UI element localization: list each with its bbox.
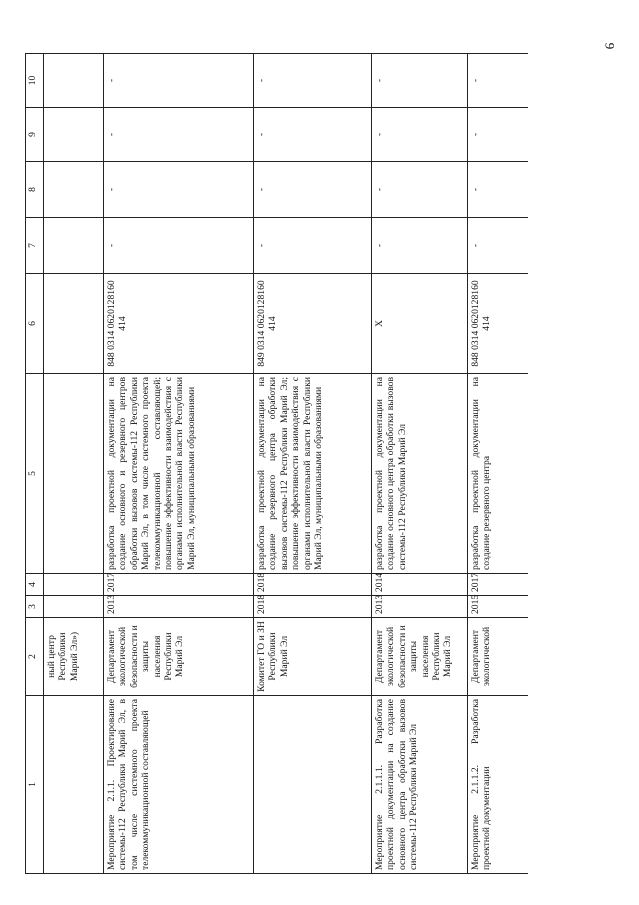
value-cell: - [372, 162, 468, 218]
activity-cell [254, 696, 372, 874]
table-row [104, 54, 254, 874]
end-year-cell: 2014 [372, 574, 468, 596]
start-year-cell: 2013 [372, 596, 468, 618]
header-cell: 3 [26, 596, 44, 618]
table-row [468, 54, 528, 874]
value-cell: - [468, 54, 528, 108]
header-cell: 6 [26, 274, 44, 374]
value-cell [44, 54, 104, 108]
activity-cell [44, 696, 104, 874]
result-cell: разработка проектной документации на создание резервного центра обработки вызовов системы-112 Республики Марий Эл; повышение эффективности взаимодействия с органами исполнительной власти Республики Марий Эл, муниципальными образованиями [254, 374, 372, 574]
header-cell: 8 [26, 162, 44, 218]
budget-code-cell: 849 0314 0620128160 414 [254, 274, 372, 374]
value-cell: - [468, 108, 528, 162]
executor-cell: ный центр Республики Марий Эл») [44, 618, 104, 696]
end-year-cell: 2017 [468, 574, 528, 596]
value-cell: - [254, 162, 372, 218]
start-year-cell: 2015 [468, 596, 528, 618]
value-cell: - [372, 108, 468, 162]
program-activities-table [25, 53, 528, 874]
value-cell: - [254, 108, 372, 162]
value-cell [44, 108, 104, 162]
value-cell [44, 218, 104, 274]
header-cell: 10 [26, 54, 44, 108]
table-row [44, 54, 104, 874]
header-cell: 1 [26, 696, 44, 874]
value-cell: - [104, 162, 254, 218]
budget-code-cell [44, 274, 104, 374]
rotated-table-container [25, 54, 625, 874]
value-cell: - [104, 108, 254, 162]
budget-code-cell: 848 0314 0620128160 414 [468, 274, 528, 374]
header-cell: 2 [26, 618, 44, 696]
end-year-cell: 2017 [104, 574, 254, 596]
page-number: 9 [602, 42, 618, 50]
budget-code-cell: Х [372, 274, 468, 374]
executor-cell: Департамент экологической безопасности и защиты населения Республики Марий Эл [104, 618, 254, 696]
result-cell [44, 374, 104, 574]
value-cell: - [372, 218, 468, 274]
end-year-cell [44, 574, 104, 596]
value-cell: - [104, 54, 254, 108]
activity-cell: Мероприятие 2.1.1. Проектирование системы-112 Республики Марий Эл, в том числе системного проекта телекоммуникационной составляющей [104, 696, 254, 874]
value-cell: - [468, 162, 528, 218]
value-cell: - [254, 218, 372, 274]
budget-code-cell: 848 0314 0620128160 414 [104, 274, 254, 374]
start-year-cell: 2018 [254, 596, 372, 618]
value-cell: - [254, 54, 372, 108]
header-cell: 5 [26, 374, 44, 574]
start-year-cell: 2013 [104, 596, 254, 618]
activity-cell: Мероприятие 2.1.1.2. Разработка проектной документации [468, 696, 528, 874]
header-cell: 9 [26, 108, 44, 162]
table-row [254, 54, 372, 874]
value-cell [44, 162, 104, 218]
header-row [26, 54, 44, 874]
table-row [372, 54, 468, 874]
start-year-cell [44, 596, 104, 618]
value-cell: - [372, 54, 468, 108]
result-cell: разработка проектной документации на создание основного и резервного центров обработки вызовов системы-112 Республики Марий Эл, в том числе системного проекта телекоммуникационной составляющей; повышение эффективности взаимодействия с органами исполнительной власти Республики Марий Эл, муниципальными образованиями [104, 374, 254, 574]
end-year-cell: 2018 [254, 574, 372, 596]
executor-cell: Департамент экологической безопасности и защиты населения Республики Марий Эл [372, 618, 468, 696]
value-cell: - [468, 218, 528, 274]
result-cell: разработка проектной документации на создание резервного центра [468, 374, 528, 574]
executor-cell: Комитет ГО и ЗН Республики Марий Эл [254, 618, 372, 696]
header-cell: 4 [26, 574, 44, 596]
activity-cell: Мероприятие 2.1.1.1. Разработка проектной документации на создание основного центра обработки вызовов системы-112 Республики Марий Эл [372, 696, 468, 874]
result-cell: разработка проектной документации на создание основного центра обработки вызовов системы-112 Республики Марий Эл [372, 374, 468, 574]
header-cell: 7 [26, 218, 44, 274]
value-cell: - [104, 218, 254, 274]
executor-cell: Департамент экологической [468, 618, 528, 696]
